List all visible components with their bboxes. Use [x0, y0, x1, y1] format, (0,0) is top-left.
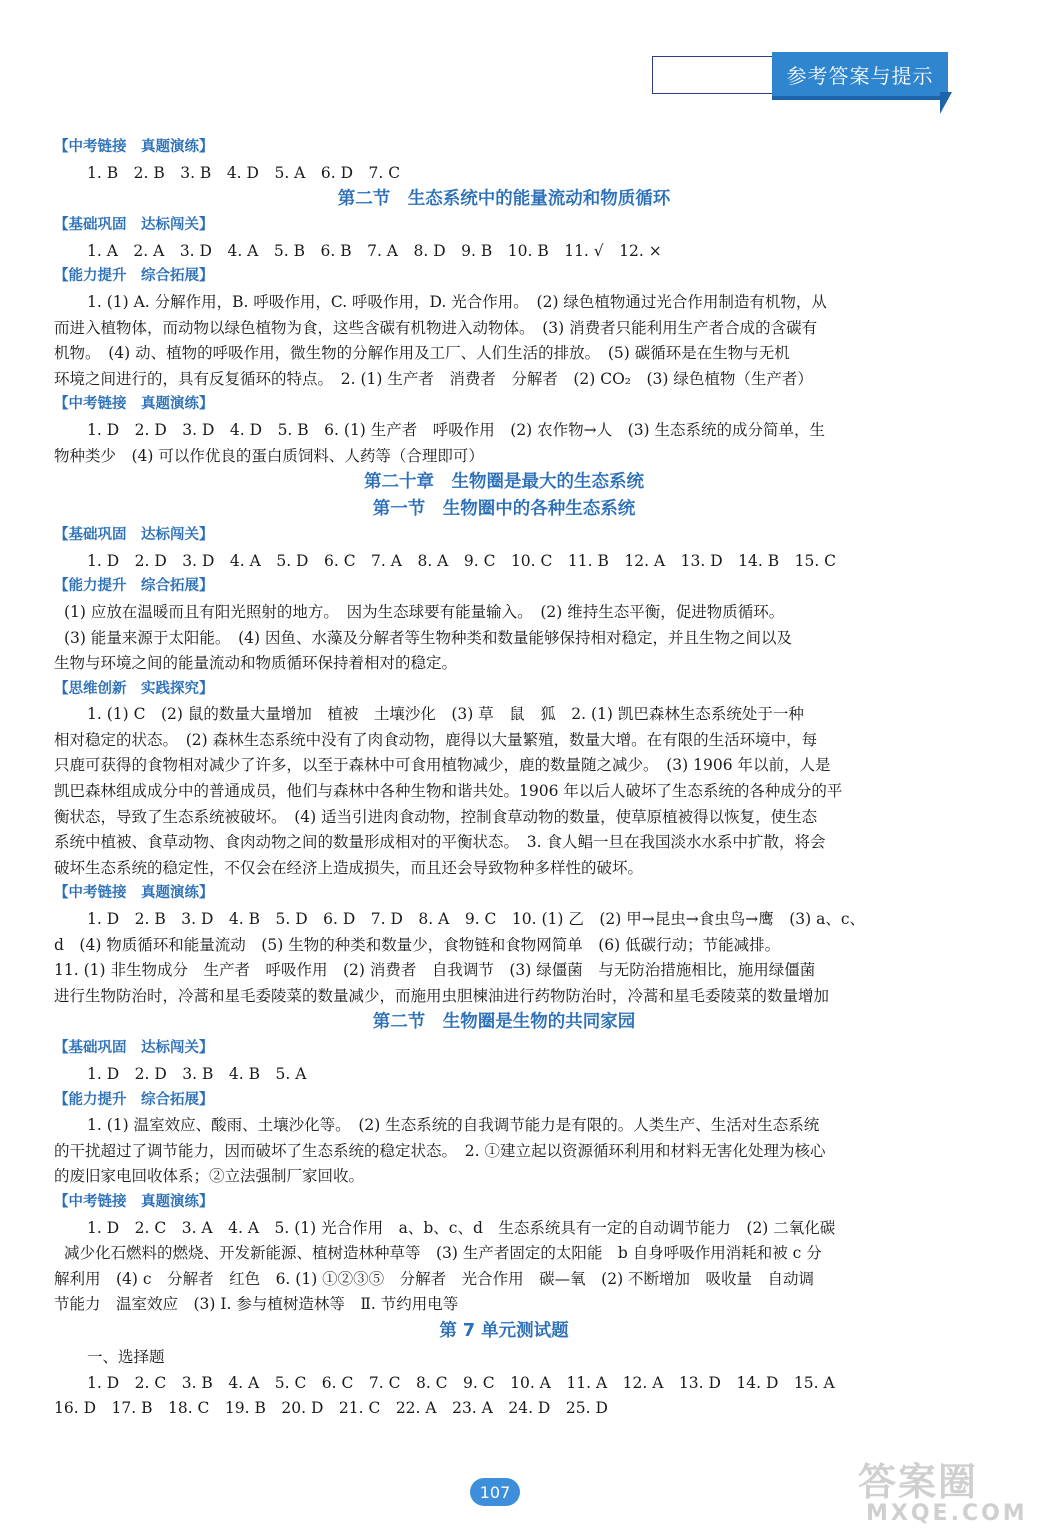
section-tag: 【中考链接 真题演练】 — [54, 139, 214, 155]
section-tag: 【基础巩固 达标闯关】 — [54, 217, 214, 234]
section-tag: 【能力提升 综合拓展】 — [54, 268, 214, 285]
answer-line: 1. D 2. D 3. B 4. B 5. A — [87, 1065, 307, 1083]
answer-line: 解利用 (4) c 分解者 红色 6. (1) ①②③⑤ 分解者 光合作用 碳—氧 (2) 不断增加 吸收量 自动调 — [54, 1269, 815, 1288]
section-heading: 第二节 生态系统中的能量流动和物质循环 — [337, 189, 671, 210]
answer-line: 16. D 17. B 18. C 19. B 20. D 21. C 22. A 23. A 24. D 25. D — [54, 1399, 608, 1418]
answer-line: 1. (1) C (2) 鼠的数量大量增加 植被 土壤沙化 (3) 草 鼠 狐 2. (1) 凯巴森林生态系统处于一种 — [87, 705, 804, 724]
answer-line: 的干扰超过了调节能力，因而破坏了生态系统的稳定状态。 2. ①建立起以资源循环利用和材料无害化处理为核心 — [54, 1141, 826, 1160]
watermark-logo — [858, 1462, 1028, 1530]
answer-content — [54, 135, 954, 1422]
answer-line: 衡状态，导致了生态系统被破坏。 (4) 适当引进肉食动物，控制食草动物的数量，使草原植被得以恢复，使生态 — [54, 807, 818, 826]
answer-line: (3) 能量来源于太阳能。 (4) 因鱼、水藻及分解者等生物种类和数量能够保持相对稳定，并且生物之间以及 — [64, 628, 793, 647]
answer-line: 只鹿可获得的食物相对减少了许多，以至于森林中可食用植物减少，鹿的数量随之减少。 (3) 1906 年以前，人是 — [54, 756, 831, 775]
section-tag: 【基础巩固 达标闯关】 — [54, 1040, 214, 1057]
answer-line: 物种类少 (4) 可以作优良的蛋白质饲料、人药等（合理即可） — [54, 446, 484, 465]
answer-line: 1. (1) A. 分解作用，B. 呼吸作用，C. 呼吸作用，D. 光合作用。 (2) 绿色植物通过光合作用制造有机物，从 — [87, 292, 827, 311]
page-number: 107 — [470, 1478, 520, 1506]
answer-line: 1. D 2. D 3. D 4. A 5. D 6. C 7. A 8. A 9. C 10. C 11. B 12. A 13. D 14. B 15. C — [87, 551, 837, 570]
answer-line: 相对稳定的状态。 (2) 森林生态系统中没有了肉食动物，鹿得以大量繁殖，数量大增。在有限的生活环境中，每 — [54, 730, 818, 749]
section-tag: 【能力提升 综合拓展】 — [54, 1091, 214, 1108]
answer-line: 破坏生态系统的稳定性，不仅会在经济上造成损失，而且还会导致物种多样性的破坏。 — [54, 858, 644, 877]
section-heading: 第二十章 生物圈是最大的生态系统 — [364, 472, 644, 493]
section-heading: 第二节 生物圈是生物的共同家园 — [372, 1012, 636, 1033]
section-heading: 第 7 单元测试题 — [439, 1320, 569, 1341]
answer-line: 生物与环境之间的能量流动和物质循环保持着相对的稳定。 — [54, 654, 458, 673]
header-tab-tail — [940, 92, 952, 114]
answer-line: 凯巴森林组成成分中的普通成员，他们与森林中各种生物和谐共处。1906 年以后人破坏了生态系统的各种成分的平 — [54, 782, 843, 801]
answer-line: 节能力 温室效应 (3) Ⅰ. 参与植树造林等 Ⅱ. 节约用电等 — [54, 1295, 459, 1314]
header-tab: 参考答案与提示 — [772, 52, 948, 100]
answer-line: 1. D 2. C 3. A 4. A 5. (1) 光合作用 a、b、c、d 生态系统具有一定的自动调节能力 (2) 二氧化碳 — [87, 1218, 836, 1237]
answer-line: (1) 应放在温暖而且有阳光照射的地方。 因为生态球要有能量输入。 (2) 维持生态平衡，促进物质循环。 — [64, 602, 785, 621]
section-tag: 【思维创新 实践探究】 — [54, 680, 214, 697]
answer-line: 而进入植物体，而动物以绿色植物为食，这些含碳有机物进入动物体。 (3) 消费者只能利用生产者合成的含碳有 — [54, 318, 818, 337]
section-tag: 【中考链接 真题演练】 — [54, 396, 214, 413]
answer-line: 机物。 (4) 动、植物的呼吸作用，微生物的分解作用及工厂、人们生活的排放。 (5) 碳循环是在生物与无机 — [54, 344, 790, 363]
section-tag: 【能力提升 综合拓展】 — [54, 578, 214, 595]
answer-line: 1. D 2. B 3. D 4. B 5. D 6. D 7. D 8. A 9. C 10. (1) 乙 (2) 甲→昆虫→食虫鸟→鹰 (3) a、c、 — [87, 910, 866, 929]
answer-line: 11. (1) 非生物成分 生产者 呼吸作用 (2) 消费者 自我调节 (3) 绿僵菌 与无防治措施相比，施用绿僵菌 — [54, 961, 816, 980]
answer-line: 环境之间进行的，具有反复循环的特点。 2. (1) 生产者 消费者 分解者 (2) CO₂ (3) 绿色植物（生产者） — [54, 369, 813, 388]
answer-line: 进行生物防治时，冷蒿和星毛委陵菜的数量减少，而施用虫胆楝油进行药物防治时，冷蒿和星毛委陵菜的数量增加 — [54, 986, 830, 1005]
section-heading: 第一节 生物圈中的各种生态系统 — [372, 499, 636, 520]
answer-line: 1. A 2. A 3. D 4. A 5. B 6. B 7. A 8. D 9. B 10. B 11. √ 12. × — [87, 241, 662, 260]
watermark-top-text: 答案圈 — [858, 1460, 979, 1504]
section-tag: 【中考链接 真题演练】 — [54, 1193, 214, 1210]
answer-line: 1. (1) 温室效应、酸雨、土壤沙化等。 (2) 生态系统的自我调节能力是有限的。人类生产、生活对生态系统 — [87, 1116, 820, 1135]
answer-line: 1. B 2. B 3. B 4. D 5. A 6. D 7. C — [87, 163, 401, 182]
answer-line: 1. D 2. D 3. D 4. D 5. B 6. (1) 生产者 呼吸作用 (2) 农作物→人 (3) 生态系统的成分简单，生 — [87, 420, 826, 439]
header-blank-box — [652, 56, 774, 94]
section-tag: 【中考链接 真题演练】 — [54, 885, 214, 902]
answer-line: 的废旧家电回收体系；②立法强制厂家回收。 — [54, 1167, 365, 1186]
answer-line: 系统中植被、食草动物、食肉动物之间的数量形成相对的平衡状态。 3. 食人鲳一旦在我国淡水水系中扩散，将会 — [54, 833, 826, 852]
answer-line: d (4) 物质循环和能量流动 (5) 生物的种类和数量少，食物链和食物网简单 (6) 低碳行动；节能减排。 — [54, 935, 781, 954]
answer-line: 一、选择题 — [87, 1347, 165, 1366]
answer-line: 减少化石燃料的燃烧、开发新能源、植树造林种草等 (3) 生产者固定的太阳能 b 自身呼吸作用消耗和被 c 分 — [64, 1244, 822, 1263]
answer-line: 1. D 2. C 3. B 4. A 5. C 6. C 7. C 8. C 9. C 10. A 11. A 12. A 13. D 14. D 15. A — [87, 1373, 835, 1392]
section-tag: 【基础巩固 达标闯关】 — [54, 527, 214, 544]
watermark-bottom-text: MXQE.COM — [866, 1501, 1028, 1526]
